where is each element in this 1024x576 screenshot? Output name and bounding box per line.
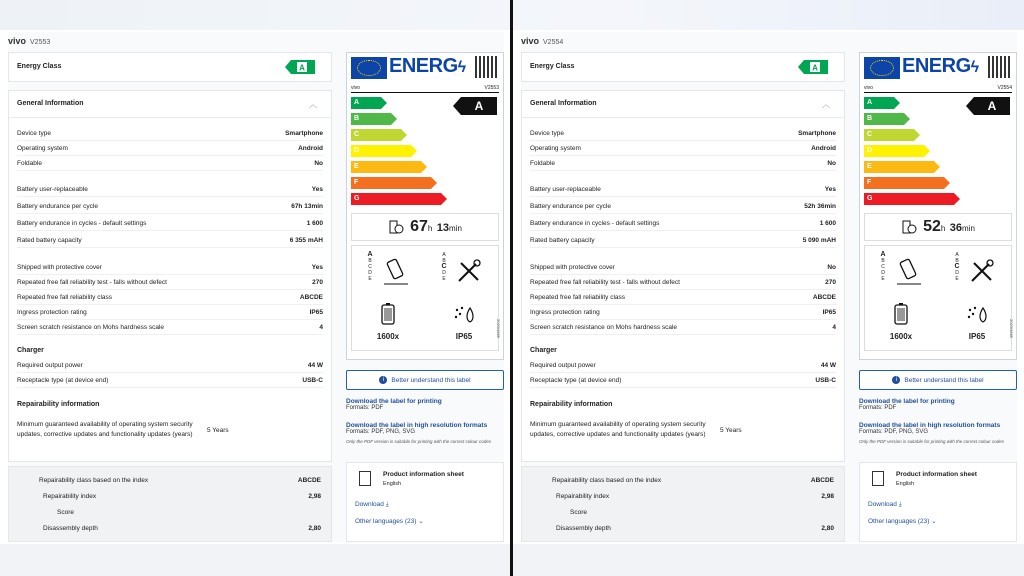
info-row <box>530 142 836 156</box>
hours-unit: h <box>940 224 946 233</box>
divider <box>522 117 844 118</box>
hours-unit: h <box>427 224 433 233</box>
label-header <box>864 85 1012 93</box>
battery-endurance-box <box>864 213 1012 241</box>
info-row-key: Required output power <box>530 362 596 369</box>
repairability-row <box>9 489 331 503</box>
info-row-value: 44 W <box>820 362 836 369</box>
other-languages-dropdown[interactable] <box>868 517 937 525</box>
print-formats: Formats: PDF <box>859 405 897 411</box>
info-row-key: Receptacle type (at device end) <box>530 377 622 384</box>
info-row-value: USB-C <box>302 377 323 384</box>
energy-class-bar-c: C <box>864 129 914 141</box>
updates-row <box>17 413 323 447</box>
general-information-heading: General Information <box>17 100 84 107</box>
energy-class-bar-b: B <box>351 113 391 125</box>
info-row-key: Repeated free fall reliability class <box>17 294 113 301</box>
drop-test-icon <box>895 256 923 286</box>
repairability-card <box>521 466 845 542</box>
endurance-hours: 52 <box>923 218 941 235</box>
energy-class-bar-e: E <box>351 161 421 173</box>
brand-name: vivo <box>521 36 540 46</box>
product-info-sheet-language: English <box>896 481 915 487</box>
info-row-key: Receptacle type (at device end) <box>17 377 109 384</box>
download-print-link[interactable]: Download the label for printing <box>346 398 442 405</box>
info-row <box>17 359 323 373</box>
info-row <box>17 200 323 214</box>
energy-class-card <box>521 52 845 82</box>
info-row-value: No <box>314 160 323 167</box>
info-row-value: 270 <box>312 279 323 286</box>
energy-class-bar-g: G <box>351 193 441 205</box>
repairability-row-key: Score <box>57 508 74 516</box>
repairability-card <box>8 466 332 542</box>
repairability-row-value: 2,80 <box>821 524 834 532</box>
hires-formats: Formats: PDF, PNG, SVG <box>346 429 416 435</box>
qr-code-icon[interactable] <box>475 56 497 78</box>
info-row-key: Screen scratch resistance on Mohs hardness scale <box>17 324 165 331</box>
repairability-row-value: ABCDE <box>810 476 834 484</box>
scale-letter: A <box>955 252 959 258</box>
battery-endurance-box <box>351 213 499 241</box>
info-row-value: USB-C <box>815 377 836 384</box>
info-row-key: Battery user-replaceable <box>17 186 88 193</box>
repairability-scale <box>953 252 961 282</box>
eu-flag-icon <box>351 57 387 79</box>
info-row <box>17 127 323 141</box>
repairability-row-value: 2,98 <box>821 492 834 500</box>
info-row <box>17 261 323 275</box>
download-link[interactable] <box>355 501 389 509</box>
info-row <box>17 157 323 171</box>
energy-class-bar-a: A <box>864 97 894 109</box>
scale-letter: C <box>881 264 885 270</box>
info-row-value: Yes <box>824 186 836 193</box>
repairability-row-key: Repairability class based on the index <box>39 476 149 484</box>
download-link[interactable] <box>868 501 902 509</box>
energy-label-word: ENERG <box>902 55 971 77</box>
repairability-row <box>522 473 844 487</box>
repairability-row <box>522 505 844 519</box>
info-row-value: 1 600 <box>819 220 836 227</box>
repairability-row-value: ABCDE <box>297 476 321 484</box>
info-icon: i <box>379 376 387 384</box>
dust-water-icon <box>965 304 991 326</box>
product-info-sheet-language: English <box>383 481 402 487</box>
details-column <box>521 52 845 542</box>
info-row-key: Battery endurance in cycles - default settings <box>530 220 660 227</box>
label-pictogram-grid <box>864 245 1012 351</box>
other-languages-text: Other languages (23) <box>355 518 417 525</box>
dust-water-icon <box>452 304 478 326</box>
regulation-number: 2023/1669 <box>1009 319 1014 338</box>
ip-rating-value: IP65 <box>968 332 986 341</box>
repairability-row <box>9 521 331 535</box>
battery-clock-icon <box>901 219 917 235</box>
scale-letter: E <box>881 276 885 282</box>
repair-tools-icon <box>456 258 482 284</box>
info-row-key: Repeated free fall reliability class <box>530 294 626 301</box>
info-row-value: 5 090 mAH <box>802 237 836 244</box>
energy-class-bar-e: E <box>864 161 934 173</box>
other-languages-dropdown[interactable] <box>355 517 424 525</box>
info-row-key: Repeated free fall reliability test - falls without defect <box>530 279 680 286</box>
ip-rating-value: IP65 <box>455 332 473 341</box>
info-row <box>17 234 323 248</box>
repairability-row-key: Repairability index <box>556 492 610 500</box>
info-row-value: 6 355 mAH <box>289 237 323 244</box>
energy-class-arrow-icon <box>798 60 828 74</box>
scale-letter: B <box>881 258 885 264</box>
info-row-value: Android <box>811 145 836 152</box>
energy-class-bar-d: D <box>864 145 924 157</box>
repairability-row-key: Repairability index <box>43 492 97 500</box>
understand-label-button[interactable] <box>859 370 1017 390</box>
info-row-key: Ingress protection rating <box>530 309 600 316</box>
general-information-card <box>521 90 845 462</box>
info-row-key: Rated battery capacity <box>530 237 595 244</box>
hires-formats: Formats: PDF, PNG, SVG <box>859 429 929 435</box>
model-code: V2553 <box>30 39 51 46</box>
regulation-number: 2023/1669 <box>496 319 501 338</box>
endurance-minutes: 36 <box>949 222 963 234</box>
repairability-heading: Repairability information <box>17 401 100 408</box>
collapse-chevron-icon[interactable]: ︿ <box>309 100 317 109</box>
info-row-value: No <box>827 264 836 271</box>
info-row-key: Battery endurance per cycle <box>17 203 98 210</box>
info-row <box>17 291 323 305</box>
scale-letter: D <box>368 270 372 276</box>
product-panel-right <box>521 32 1017 542</box>
info-row-value: ABCDE <box>812 294 836 301</box>
repairability-row <box>522 521 844 535</box>
details-column <box>8 52 332 542</box>
info-row <box>530 200 836 214</box>
download-text: Download <box>355 501 384 508</box>
battery-cycles-icon <box>891 302 911 326</box>
repairability-row-key: Disassembly depth <box>556 524 611 532</box>
energy-scale <box>864 97 954 209</box>
info-row-value: ABCDE <box>299 294 323 301</box>
energy-class-label: Energy Class <box>530 63 575 70</box>
energy-class-bar-f: F <box>351 177 431 189</box>
info-row-key: Foldable <box>530 160 555 167</box>
info-row <box>530 234 836 248</box>
scale-letter: E <box>955 276 959 282</box>
understand-label-button[interactable] <box>346 370 504 390</box>
chevron-down-icon: ⌄ <box>418 518 424 525</box>
updates-value: 5 Years <box>720 426 742 434</box>
battery-cycles-value: 1600x <box>889 332 913 341</box>
updates-row <box>530 413 836 447</box>
selected-class-arrow: A <box>974 97 1010 115</box>
charger-heading: Charger <box>17 347 44 354</box>
info-row <box>17 321 323 335</box>
scale-letter: C <box>954 263 960 270</box>
download-icon: ⤓ <box>898 501 902 508</box>
download-print-link[interactable]: Download the label for printing <box>859 398 955 405</box>
repairability-scale <box>440 252 448 282</box>
energy-class-bar-a: A <box>351 97 381 109</box>
info-row-key: Ingress protection rating <box>17 309 87 316</box>
energy-class-bar-c: C <box>351 129 401 141</box>
label-header <box>351 85 499 93</box>
energy-label-word: ENERG <box>389 55 458 77</box>
energy-class-bar-f: F <box>864 177 944 189</box>
info-row-key: Foldable <box>17 160 42 167</box>
info-row <box>530 183 836 197</box>
info-row <box>17 217 323 231</box>
info-row <box>17 183 323 197</box>
repairability-row-value: 2,98 <box>308 492 321 500</box>
general-information-card <box>8 90 332 462</box>
info-row-value: 1 600 <box>306 220 323 227</box>
info-row-key: Required output power <box>17 362 83 369</box>
info-row <box>530 359 836 373</box>
energy-class-letter: A <box>299 63 305 73</box>
repairability-row-key: Disassembly depth <box>43 524 98 532</box>
energy-class-arrow-icon <box>285 60 315 74</box>
info-row <box>530 321 836 335</box>
endurance-hours: 67 <box>410 218 428 235</box>
label-model: V2554 <box>997 85 1012 91</box>
info-row <box>17 374 323 388</box>
scale-letter: B <box>368 258 372 264</box>
info-row-value: IP65 <box>822 309 836 316</box>
repairability-row-key: Repairability class based on the index <box>552 476 662 484</box>
scale-letter: B <box>442 258 446 264</box>
info-row <box>530 291 836 305</box>
energy-class-card <box>8 52 332 82</box>
scale-letter: A <box>442 252 446 258</box>
info-row <box>530 306 836 320</box>
info-row <box>530 127 836 141</box>
scale-letter: D <box>955 270 959 276</box>
chevron-down-icon: ⌄ <box>931 518 937 525</box>
info-row-value: 4 <box>319 324 323 331</box>
minutes-unit: min <box>962 224 975 233</box>
info-row-value: Yes <box>311 264 323 271</box>
repairability-row <box>9 505 331 519</box>
info-row-key: Battery user-replaceable <box>530 186 601 193</box>
info-row-key: Operating system <box>530 145 581 152</box>
divider <box>9 117 331 118</box>
model-code: V2554 <box>543 39 564 46</box>
energy-scale <box>351 97 441 209</box>
product-title <box>8 36 50 46</box>
info-row <box>530 217 836 231</box>
document-icon <box>872 471 884 486</box>
download-hires-link[interactable]: Download the label in high resolution formats <box>346 422 488 429</box>
repairability-row <box>522 489 844 503</box>
label-brand: vivo <box>864 85 873 91</box>
energy-label <box>346 52 504 360</box>
updates-value: 5 Years <box>207 426 229 434</box>
info-row-value: Android <box>298 145 323 152</box>
endurance-minutes: 13 <box>436 222 450 234</box>
scale-letter: E <box>368 276 372 282</box>
updates-key: Minimum guaranteed availability of operating system security updates, corrective updates and functionality updates (years) <box>530 421 706 438</box>
scale-letter: B <box>955 258 959 264</box>
label-model: V2553 <box>484 85 499 91</box>
collapse-chevron-icon[interactable]: ︿ <box>822 100 830 109</box>
energy-label-heading: ENERGϟ <box>389 55 466 77</box>
scale-letter: A <box>880 251 886 258</box>
scale-letter: D <box>881 270 885 276</box>
qr-code-icon[interactable] <box>988 56 1010 78</box>
info-row-key: Device type <box>17 130 51 137</box>
battery-cycles-value: 1600x <box>376 332 400 341</box>
panel-divider <box>510 0 513 576</box>
understand-label-text: Better understand this label <box>904 376 984 384</box>
download-icon: ⤓ <box>385 501 389 508</box>
download-print-section <box>346 398 504 411</box>
charger-heading: Charger <box>530 347 557 354</box>
info-row-key: Battery endurance in cycles - default settings <box>17 220 147 227</box>
info-row-value: IP65 <box>309 309 323 316</box>
document-icon <box>359 471 371 486</box>
info-row <box>530 261 836 275</box>
info-row-value: Yes <box>311 186 323 193</box>
info-row-value: 270 <box>825 279 836 286</box>
scale-letter: E <box>442 276 446 282</box>
scale-letter: D <box>442 270 446 276</box>
info-row <box>530 157 836 171</box>
energy-class-bar-g: G <box>864 193 954 205</box>
updates-key: Minimum guaranteed availability of operating system security updates, corrective updates and functionality updates (years) <box>17 421 193 438</box>
battery-clock-icon <box>388 219 404 235</box>
info-row-value: 52h 36min <box>804 203 836 210</box>
download-print-section <box>859 398 1017 411</box>
product-info-sheet-card <box>859 462 1017 542</box>
download-hires-link[interactable]: Download the label in high resolution formats <box>859 422 1001 429</box>
print-note: Only the PDF version is suitable for printing with the correct colour codes <box>346 439 491 444</box>
scale-letter: C <box>441 263 447 270</box>
energy-class-letter: A <box>812 63 818 73</box>
drop-test-icon <box>382 256 410 286</box>
info-icon: i <box>892 376 900 384</box>
info-row <box>530 374 836 388</box>
print-note: Only the PDF version is suitable for printing with the correct colour codes <box>859 439 1004 444</box>
info-row <box>17 142 323 156</box>
info-row <box>17 276 323 290</box>
energy-class-bar-d: D <box>351 145 411 157</box>
free-fall-scale <box>879 252 887 282</box>
energy-label <box>859 52 1017 360</box>
brand-name: vivo <box>8 36 27 46</box>
info-row-value: 67h 13min <box>291 203 323 210</box>
info-row-key: Device type <box>530 130 564 137</box>
label-brand: vivo <box>351 85 360 91</box>
energy-class-label: Energy Class <box>17 63 62 70</box>
energy-label-heading: ENERGϟ <box>902 55 979 77</box>
product-info-sheet-card <box>346 462 504 542</box>
other-languages-text: Other languages (23) <box>868 518 930 525</box>
repairability-row <box>9 473 331 487</box>
repairability-row-key: Score <box>570 508 587 516</box>
info-row-key: Repeated free fall reliability test - falls without defect <box>17 279 167 286</box>
info-row-value: 44 W <box>307 362 323 369</box>
product-info-sheet-title: Product information sheet <box>896 471 977 478</box>
download-hires-section <box>346 422 504 444</box>
info-row-key: Battery endurance per cycle <box>530 203 611 210</box>
info-row-key: Shipped with protective cover <box>17 264 102 271</box>
info-row <box>530 276 836 290</box>
print-formats: Formats: PDF <box>346 405 384 411</box>
eu-flag-icon <box>864 57 900 79</box>
label-pictogram-grid <box>351 245 499 351</box>
repairability-row-value: 2,80 <box>308 524 321 532</box>
repair-tools-icon <box>969 258 995 284</box>
info-row-value: Smartphone <box>285 130 323 137</box>
repairability-heading: Repairability information <box>530 401 613 408</box>
scale-letter: A <box>367 251 373 258</box>
general-information-heading: General Information <box>530 100 597 107</box>
selected-class-arrow: A <box>461 97 497 115</box>
info-row-key: Shipped with protective cover <box>530 264 615 271</box>
info-row-value: No <box>827 160 836 167</box>
download-hires-section <box>859 422 1017 444</box>
product-info-sheet-title: Product information sheet <box>383 471 464 478</box>
free-fall-scale <box>366 252 374 282</box>
scale-letter: C <box>368 264 372 270</box>
product-panel-left <box>8 32 504 542</box>
info-row-key: Screen scratch resistance on Mohs hardness scale <box>530 324 678 331</box>
minutes-unit: min <box>449 224 462 233</box>
info-row-value: Smartphone <box>798 130 836 137</box>
download-text: Download <box>868 501 897 508</box>
energy-class-bar-b: B <box>864 113 904 125</box>
info-row-value: 4 <box>832 324 836 331</box>
info-row <box>17 306 323 320</box>
battery-cycles-icon <box>378 302 398 326</box>
info-row-key: Operating system <box>17 145 68 152</box>
understand-label-text: Better understand this label <box>391 376 471 384</box>
info-row-key: Rated battery capacity <box>17 237 82 244</box>
product-title <box>521 36 563 46</box>
